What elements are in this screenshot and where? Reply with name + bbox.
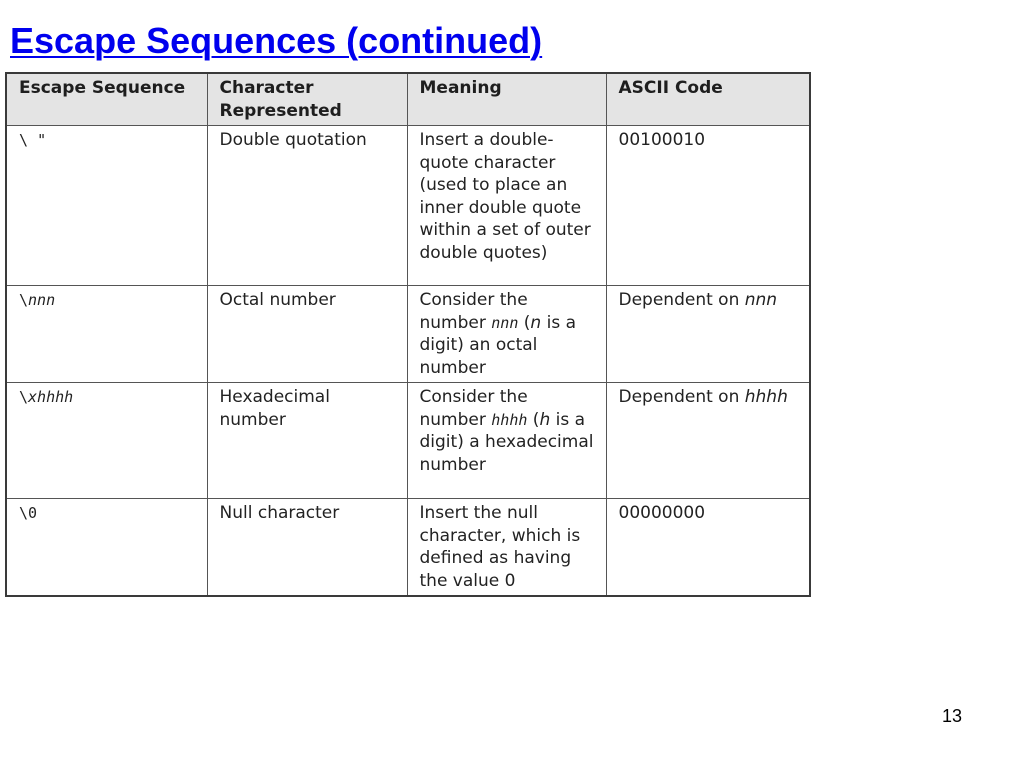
header-meaning: Meaning	[407, 73, 606, 126]
meaning-variable: h	[539, 409, 551, 430]
meaning-text: is a digit) a hexadecimal number	[419, 409, 594, 475]
meaning-variable: n	[530, 312, 542, 333]
table-row	[6, 286, 810, 383]
header-character-represented: Character Represented	[207, 73, 407, 126]
sequence-value: nnn	[28, 291, 56, 309]
page-title: Escape Sequences (continued)	[10, 20, 543, 61]
meaning-text: (	[518, 312, 531, 333]
meaning-cell	[407, 286, 606, 383]
sequence-prefix: \	[19, 504, 29, 522]
meaning-cell	[407, 383, 606, 499]
sequence-prefix: \	[19, 388, 29, 406]
table-row	[6, 126, 810, 286]
meaning-text: Consider the number	[419, 290, 528, 333]
character-cell: Double quotation	[207, 126, 407, 286]
escape-sequence-cell	[6, 499, 207, 597]
ascii-text: Dependent on	[618, 387, 745, 407]
escape-sequence-cell	[6, 286, 207, 383]
ascii-variable: nnn	[744, 290, 778, 310]
character-cell: Octal number	[207, 286, 407, 383]
character-cell: Hexadecimal number	[207, 383, 407, 499]
page-number: 13	[941, 706, 962, 726]
meaning-code: hhhh	[491, 410, 528, 429]
header-ascii-code: ASCII Code	[606, 73, 810, 126]
ascii-cell: 00100010	[606, 126, 810, 286]
sequence-prefix: \	[19, 291, 29, 309]
ascii-variable: hhhh	[744, 387, 788, 407]
table-header-row	[6, 73, 810, 126]
meaning-code: nnn	[491, 313, 519, 332]
meaning-cell: Insert the null character, which is defined as having the value 0	[407, 499, 606, 597]
sequence-value: xhhhh	[28, 388, 74, 406]
meaning-text: (	[527, 409, 540, 430]
ascii-cell: 00000000	[606, 499, 810, 597]
meaning-cell: Insert a double-quote character (used to place an inner double quote within a set of outer double quotes)	[407, 126, 606, 286]
escape-sequence-table	[5, 72, 811, 597]
table-row	[6, 499, 810, 597]
meaning-text: Consider the number	[419, 387, 528, 430]
ascii-cell	[606, 286, 810, 383]
header-escape-sequence: Escape Sequence	[6, 73, 207, 126]
ascii-cell	[606, 383, 810, 499]
sequence-prefix: \	[19, 131, 29, 149]
character-cell: Null character	[207, 499, 407, 597]
meaning-text: is a digit) an octal number	[419, 312, 576, 378]
escape-sequence-cell	[6, 383, 207, 499]
ascii-text: Dependent on	[618, 290, 745, 310]
escape-sequence-cell	[6, 126, 207, 286]
sequence-value: 0	[28, 504, 38, 522]
table-row	[6, 383, 810, 499]
sequence-value: "	[37, 131, 47, 149]
